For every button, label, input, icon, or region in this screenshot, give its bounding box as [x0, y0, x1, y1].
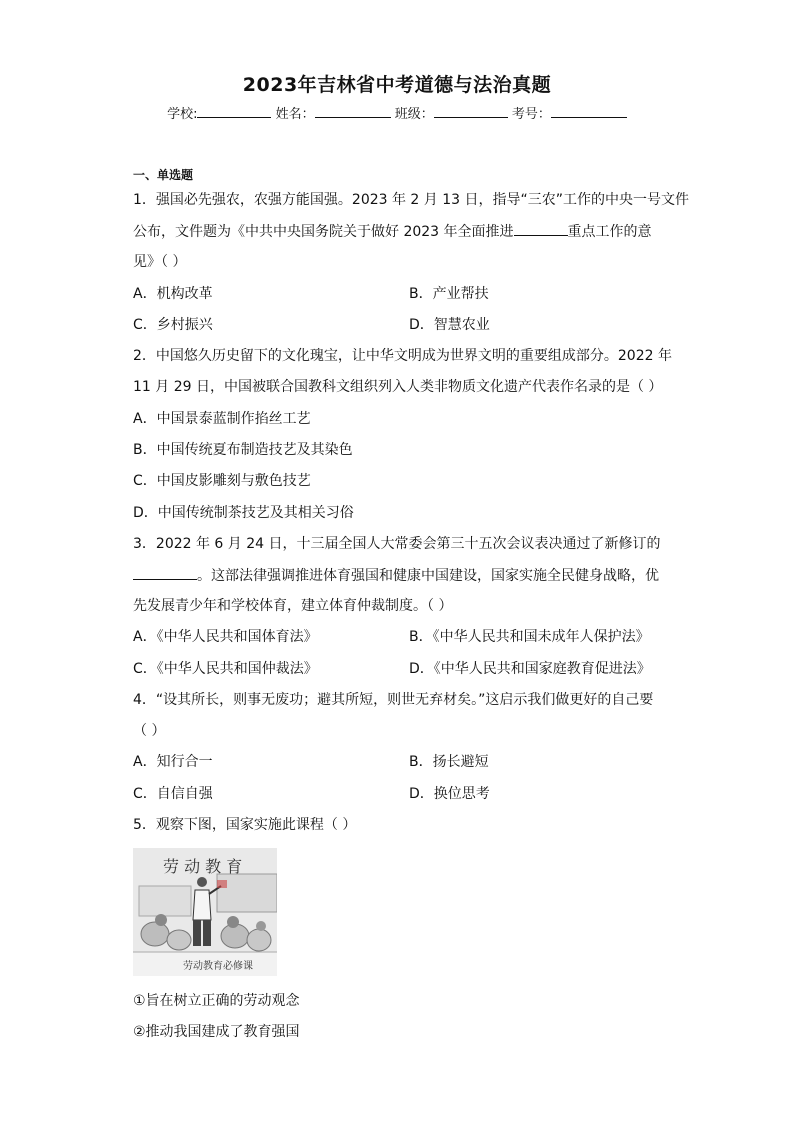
- labor-education-drawing: [133, 848, 277, 976]
- name-label: 姓名：: [275, 107, 315, 122]
- school-blank[interactable]: [197, 105, 271, 118]
- q1-option-a[interactable]: A．机构改革: [133, 286, 213, 302]
- q5-statement-1: ①旨在树立正确的劳动观念: [133, 993, 300, 1009]
- name-blank[interactable]: [315, 105, 391, 118]
- q4-option-c[interactable]: C．自信自强: [133, 786, 213, 802]
- q1-stem-line2-text-b: 重点工作的意: [567, 224, 652, 240]
- figure-caption: 劳动教育必修课: [183, 961, 253, 972]
- q1-option-c[interactable]: C．乡村振兴: [133, 317, 213, 333]
- q3-stem-line1: 3．2022 年 6 月 24 日，十三届全国人大常委会第三十五次会议表决通过了新修订的: [133, 536, 661, 552]
- q1-stem-line2-text-a: 公布，文件题为《中共中央国务院关于做好 2023 年全面推进: [133, 224, 514, 240]
- q2-option-a[interactable]: A．中国景泰蓝制作掐丝工艺: [133, 411, 311, 427]
- student-info-line: [0, 103, 794, 122]
- q1-option-d[interactable]: D．智慧农业: [409, 317, 490, 333]
- q4-stem-line2: （ ）: [133, 723, 166, 739]
- q3-stem-line2: [133, 566, 659, 585]
- q2-stem-line2: 11 月 29 日，中国被联合国教科文组织列入人类非物质文化遗产代表作名录的是（ ）: [133, 379, 663, 395]
- q1-stem-line2: [133, 222, 652, 241]
- q3-fill-blank: [133, 566, 197, 580]
- exam-number-label: 考号：: [511, 107, 551, 122]
- q2-option-b[interactable]: B．中国传统夏布制造技艺及其染色: [133, 442, 353, 458]
- q2-option-c[interactable]: C．中国皮影雕刻与敷色技艺: [133, 473, 311, 489]
- q4-stem-line1: 4．“设其所长，则事无废功；避其所短，则世无弃材矣。”这启示我们做更好的自己要: [133, 692, 654, 708]
- class-label: 班级：: [394, 107, 434, 122]
- school-label: 学校:: [167, 107, 198, 122]
- q4-option-b[interactable]: B．扬长避短: [409, 754, 489, 770]
- q3-option-a[interactable]: A．《中华人民共和国体育法》: [133, 629, 318, 645]
- q4-option-a[interactable]: A．知行合一: [133, 754, 213, 770]
- figure-heading: 劳 动 教 育: [163, 857, 243, 876]
- q3-stem-line3: 先发展青少年和学校体育，建立体育仲裁制度。（ ）: [133, 598, 453, 614]
- exam-number-blank[interactable]: [551, 105, 627, 118]
- q2-option-d[interactable]: D．中国传统制茶技艺及其相关习俗: [133, 505, 354, 521]
- section-heading: 一、单选题: [133, 168, 194, 182]
- q1-stem-line3: 见》（ ）: [133, 254, 187, 270]
- q5-stem-line1: 5．观察下图，国家实施此课程（ ）: [133, 817, 357, 833]
- q2-stem-line1: 2．中国悠久历史留下的文化瑰宝，让中华文明成为世界文明的重要组成部分。2022 年: [133, 348, 672, 364]
- q5-statement-2: ②推动我国建成了教育强国: [133, 1024, 300, 1040]
- page-title: 2023年吉林省中考道德与法治真题: [242, 74, 552, 96]
- labor-education-illustration: [133, 848, 277, 976]
- q4-option-d[interactable]: D．换位思考: [409, 786, 490, 802]
- q1-fill-blank: [514, 222, 568, 236]
- q3-option-d[interactable]: D．《中华人民共和国家庭教育促进法》: [409, 661, 651, 677]
- q1-option-b[interactable]: B．产业帮扶: [409, 286, 489, 302]
- q3-stem-line2-text: 。这部法律强调推进体育强国和健康中国建设，国家实施全民健身战略，优: [197, 568, 659, 584]
- q3-option-c[interactable]: C．《中华人民共和国仲裁法》: [133, 661, 318, 677]
- q1-stem-line1: 1．强国必先强农，农强方能国强。2023 年 2 月 13 日，指导“三农”工作的中央一号文件: [133, 192, 690, 208]
- class-blank[interactable]: [434, 105, 508, 118]
- q3-option-b[interactable]: B．《中华人民共和国未成年人保护法》: [409, 629, 650, 645]
